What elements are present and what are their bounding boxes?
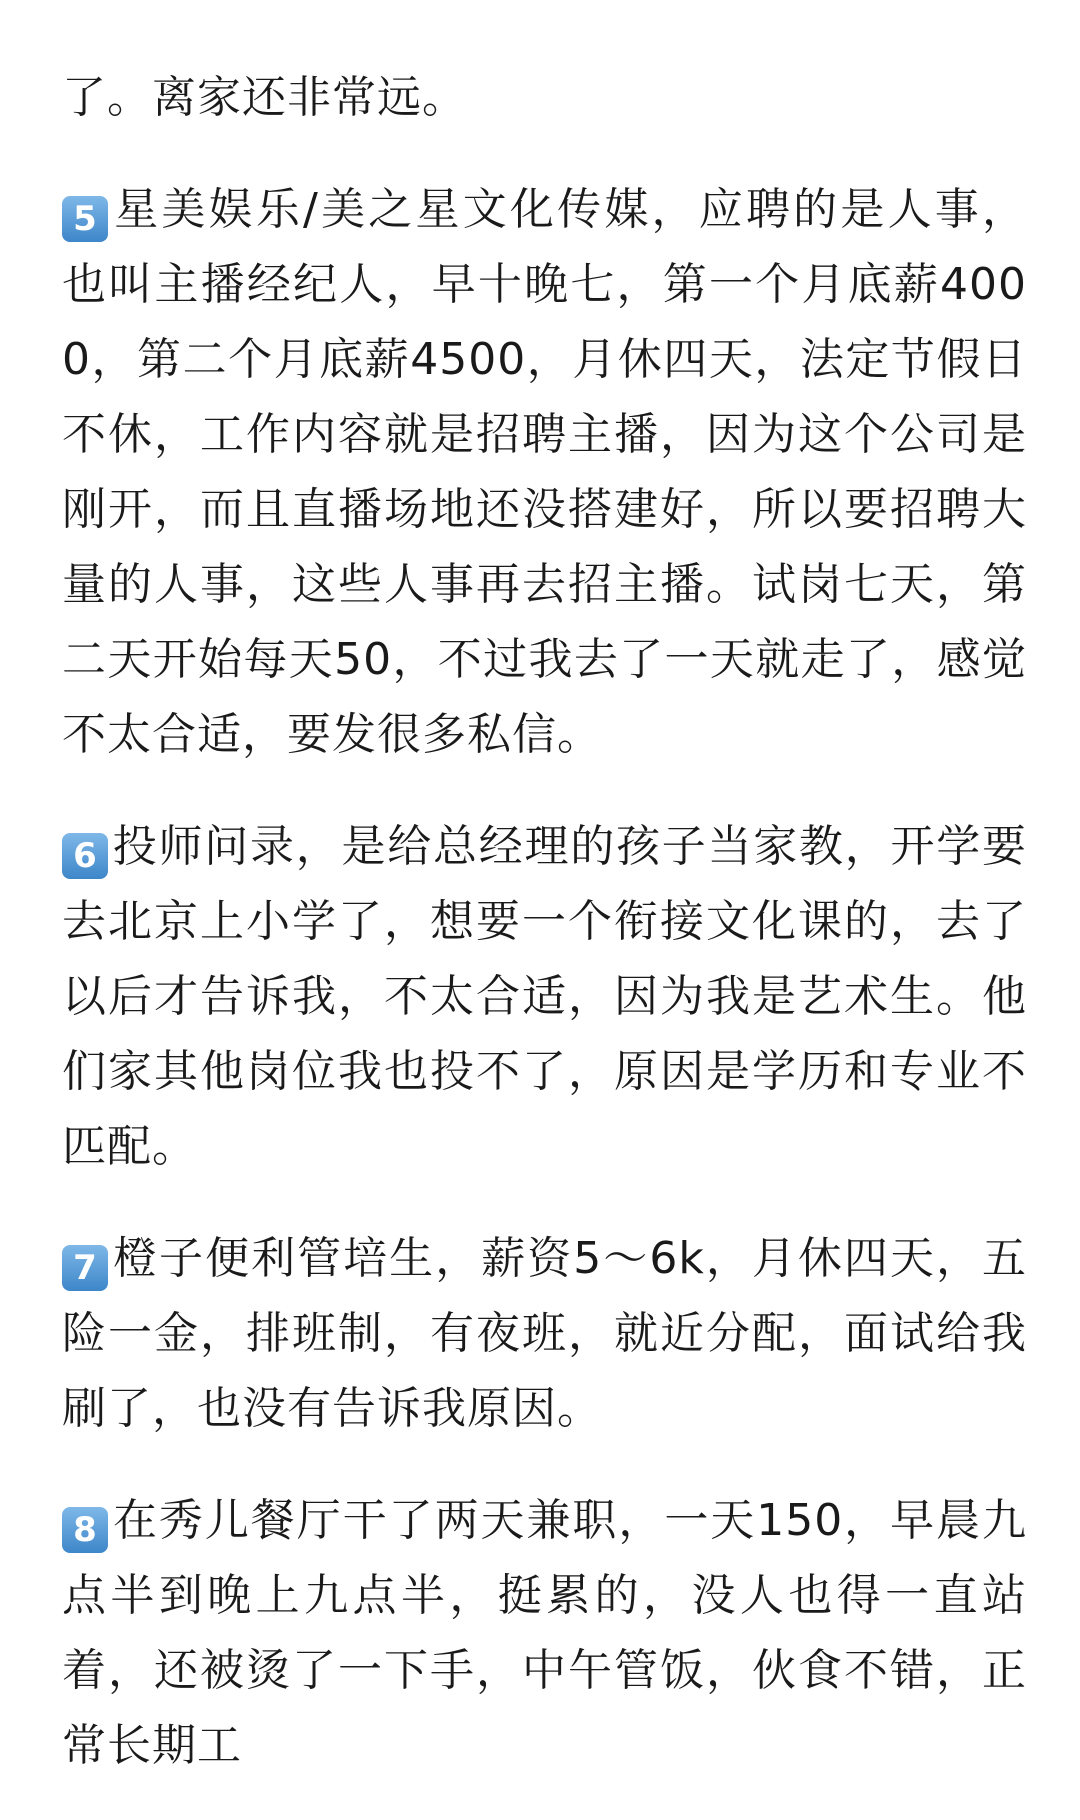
paragraph-item-7	[62, 1221, 1027, 1446]
keycap-five-icon: 5	[62, 196, 108, 242]
paragraph-text: 橙子便利管培生，薪资5～6k，月休四天，五险一金，排班制，有夜班，就近分配，面试给我刷了，也没有告诉我原因。	[62, 1233, 1027, 1434]
paragraph-continuation	[62, 60, 1027, 135]
keycap-eight-icon: 8	[62, 1507, 108, 1553]
paragraph-text: 投师问录，是给总经理的孩子当家教，开学要去北京上小学了，想要一个衔接文化课的，去了以后才告诉我，不太合适，因为我是艺术生。他们家其他岗位我也投不了，原因是学历和专业不匹配。	[62, 821, 1027, 1172]
paragraph-text: 在秀儿餐厅干了两天兼职，一天150，早晨九点半到晚上九点半，挺累的，没人也得一直站着，还被烫了一下手，中午管饭，伙食不错，正常长期工	[62, 1495, 1027, 1771]
article-body	[62, 60, 1027, 1820]
keycap-six-icon: 6	[62, 833, 108, 879]
paragraph-text: 星美娱乐/美之星文化传媒，应聘的是人事，也叫主播经纪人，早十晚七，第一个月底薪4000，第二个月底薪4500，月休四天，法定节假日不休，工作内容就是招聘主播，因为这个公司是刚开，而且直播场地还没搭建好，所以要招聘大量的人事，这些人事再去招主播。试岗七天，第二天开始每天50，不过我去了一天就走了，感觉不太合适，要发很多私信。	[62, 184, 1027, 760]
keycap-seven-icon: 7	[62, 1245, 108, 1291]
paragraph-item-5	[62, 172, 1027, 772]
paragraph-item-6	[62, 809, 1027, 1184]
paragraph-text: 了。离家还非常远。	[62, 72, 467, 123]
paragraph-item-8	[62, 1483, 1027, 1783]
